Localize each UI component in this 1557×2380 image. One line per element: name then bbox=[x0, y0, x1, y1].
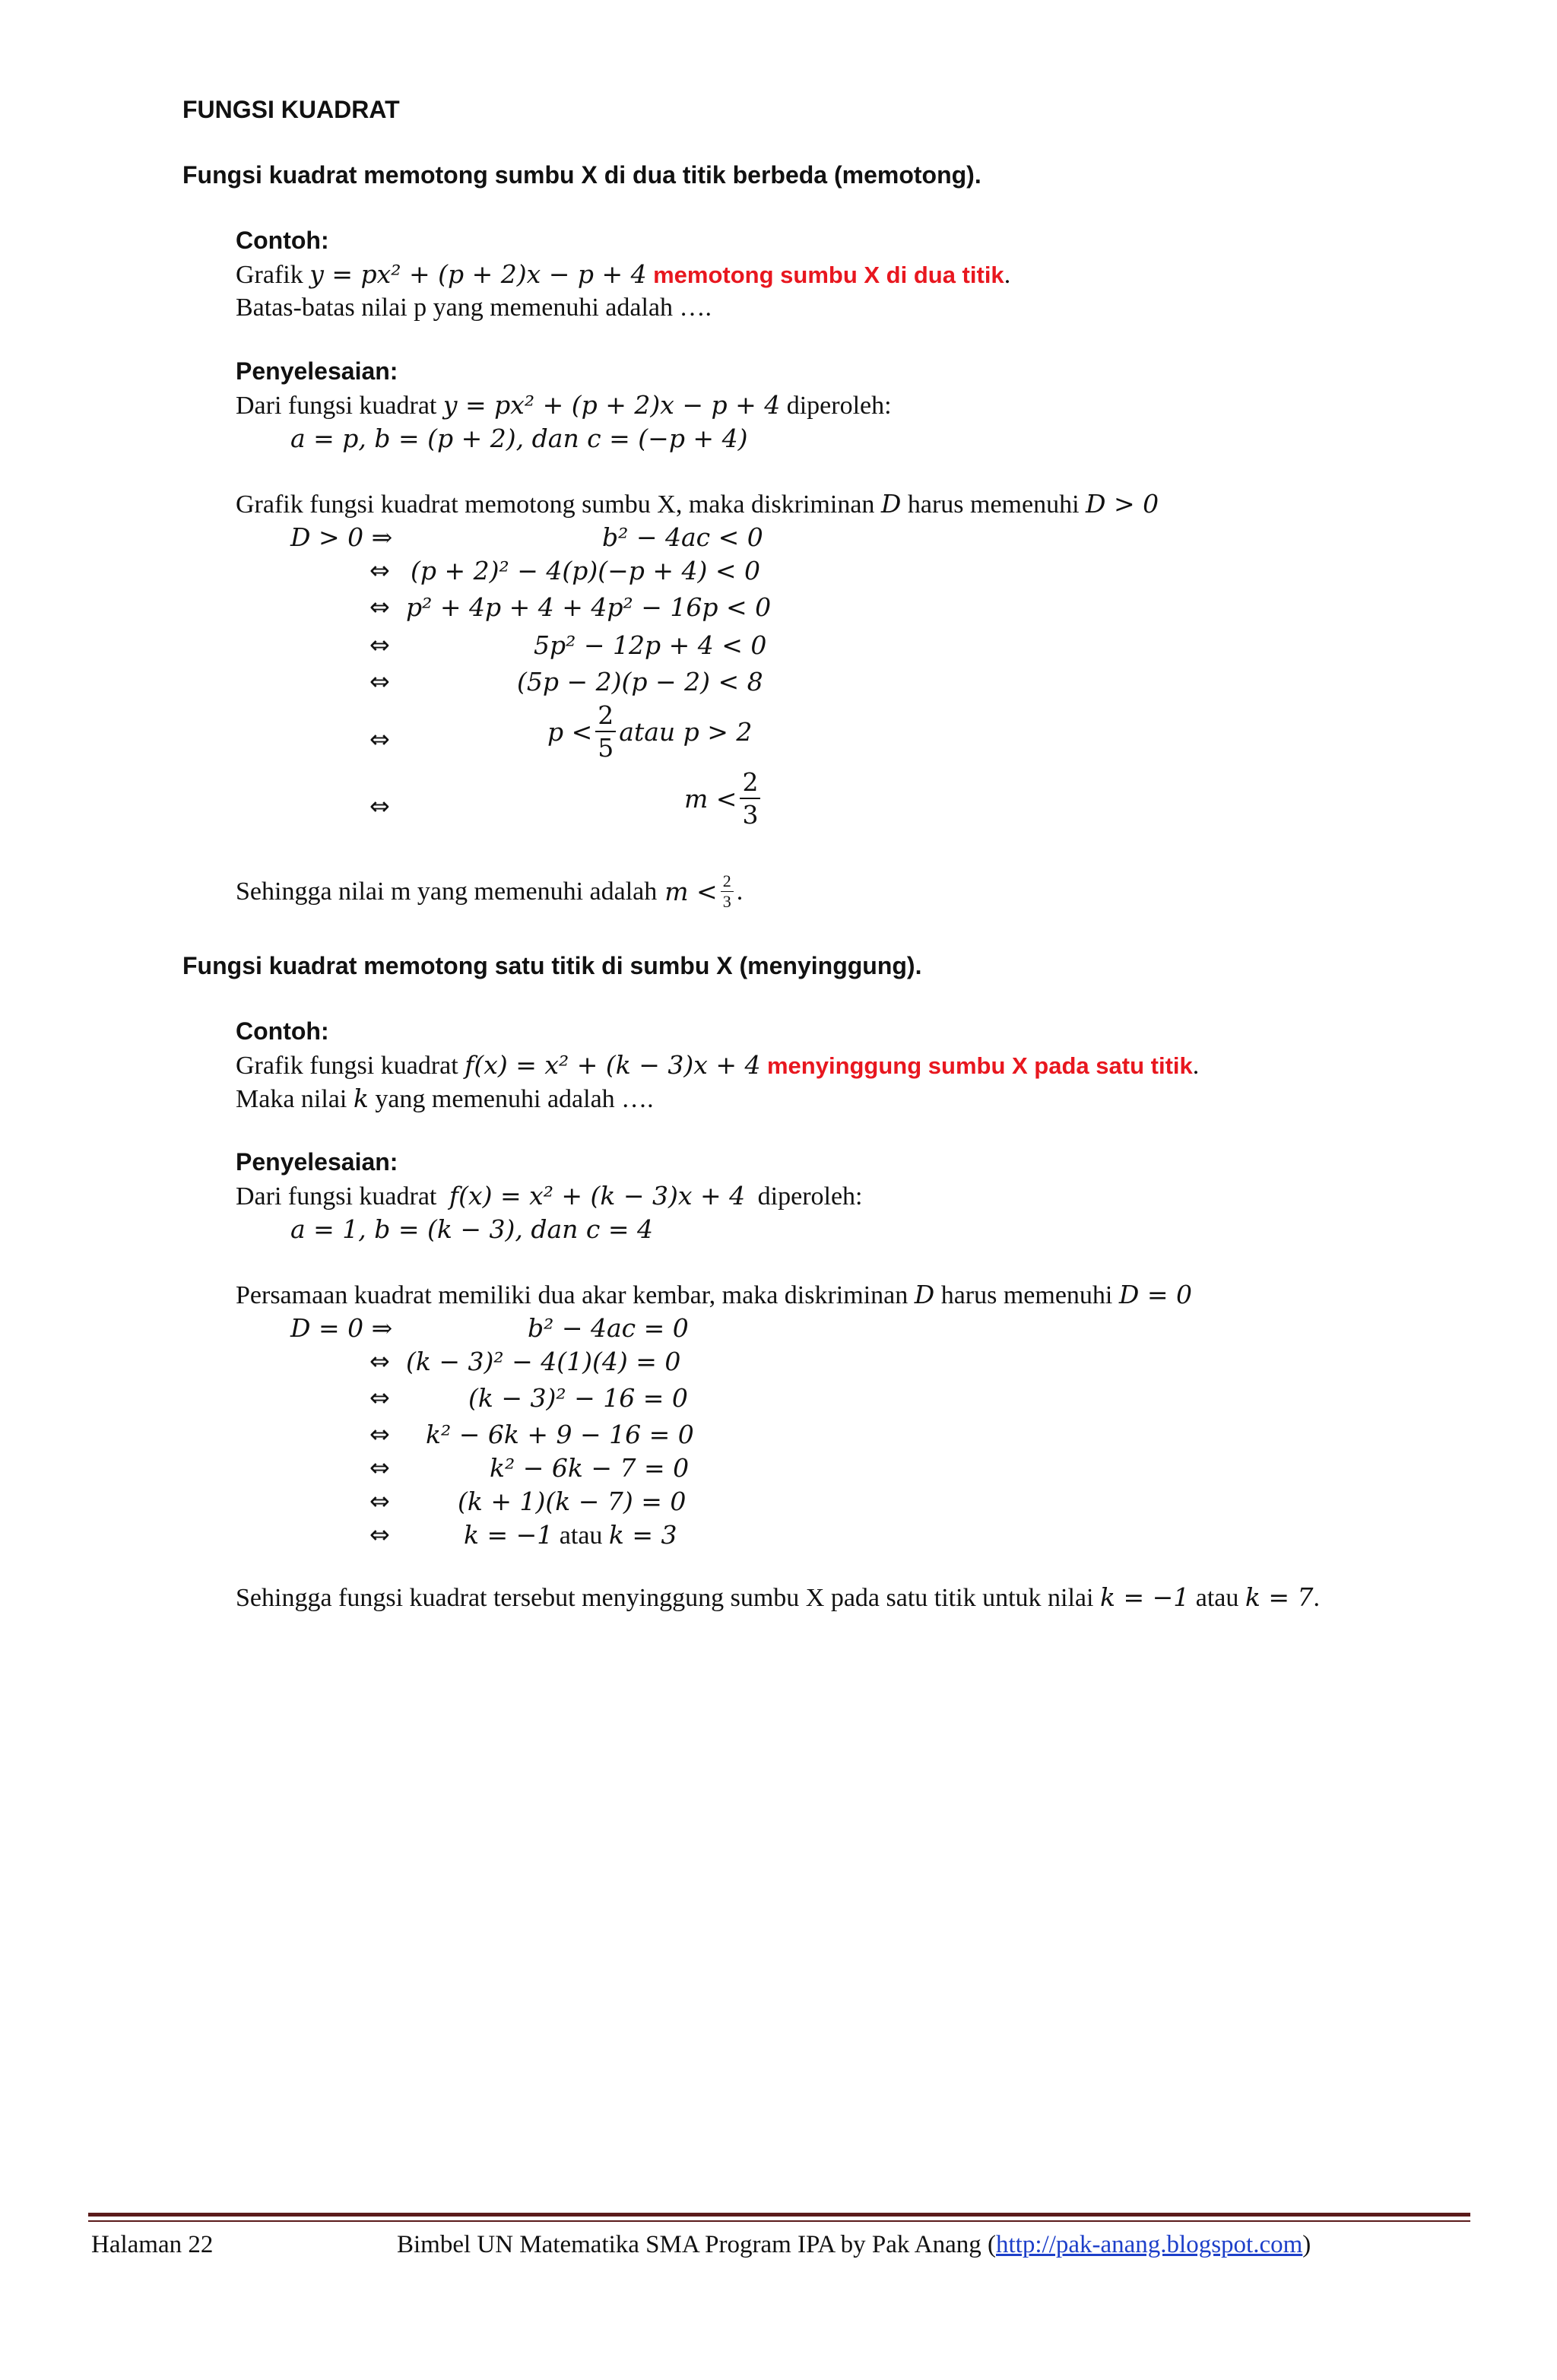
footer-page-number: Halaman 22 bbox=[91, 2231, 214, 2258]
fraction bbox=[595, 700, 616, 763]
section2-dari-eq: f(x) = x² + (k − 3)x + 4 bbox=[449, 1181, 746, 1211]
section2-step-2: (k − 3)² − 16 = 0 bbox=[468, 1383, 688, 1413]
section2-question-prefix: Maka nilai bbox=[236, 1085, 347, 1113]
section2-last-step-b: k = 3 bbox=[608, 1520, 677, 1550]
section2-question-suffix: yang memenuhi adalah …. bbox=[375, 1085, 654, 1113]
denominator: 3 bbox=[742, 800, 759, 830]
section2-last-step-a: k = −1 bbox=[464, 1520, 553, 1550]
equiv-arrow: ⇔ bbox=[369, 1420, 390, 1449]
section1-step0-right: b² − 4ac < 0 bbox=[602, 522, 763, 552]
section1-step-4: (5p − 2)(p − 2) < 8 bbox=[517, 667, 763, 697]
section1-penyelesaian-label: Penyelesaian: bbox=[236, 357, 398, 385]
denominator: 3 bbox=[722, 892, 731, 911]
section2-step-5: (k + 1)(k − 7) = 0 bbox=[458, 1487, 687, 1516]
section2-step0-right: b² − 4ac = 0 bbox=[528, 1313, 689, 1343]
section2-condition-text: Persamaan kuadrat memiliki dua akar kembar, maka diskriminan bbox=[236, 1281, 909, 1309]
section1-step0-left: D > 0 ⇒ bbox=[290, 522, 393, 552]
equiv-arrow: ⇔ bbox=[369, 592, 390, 621]
section1-condition-text: Grafik fungsi kuadrat memotong sumbu X, maka diskriminan bbox=[236, 490, 875, 519]
section1-conclusion-var: m < bbox=[664, 877, 718, 906]
fraction bbox=[721, 873, 734, 910]
equiv-arrow: ⇔ bbox=[369, 1487, 390, 1515]
section1-condition-line bbox=[236, 491, 1159, 518]
section1-grafik-prefix: Grafik bbox=[236, 261, 303, 289]
equiv-arrow: ⇔ bbox=[369, 1347, 390, 1376]
section1-contoh-label: Contoh: bbox=[236, 227, 329, 254]
section1-step-1: (p + 2)² − 4(p)(−p + 4) < 0 bbox=[411, 556, 761, 585]
section1-conclusion bbox=[236, 873, 743, 910]
equiv-arrow: ⇔ bbox=[369, 1383, 390, 1412]
equiv-arrow: ⇔ bbox=[369, 667, 390, 696]
equiv-arrow: ⇔ bbox=[369, 556, 390, 585]
footer-credit bbox=[397, 2232, 1311, 2258]
section2-grafik-prefix: Grafik fungsi kuadrat bbox=[236, 1052, 458, 1080]
section2-dari-line bbox=[236, 1183, 863, 1210]
numerator: 2 bbox=[721, 873, 734, 892]
section1-grafik-end: . bbox=[1004, 261, 1011, 289]
equiv-arrow: ⇔ bbox=[369, 1453, 390, 1482]
section2-step-6 bbox=[464, 1522, 677, 1549]
equiv-arrow: ⇔ bbox=[369, 630, 390, 659]
numerator: 2 bbox=[740, 770, 760, 799]
denominator: 5 bbox=[598, 733, 614, 763]
section1-step-3: 5p² − 12p + 4 < 0 bbox=[534, 630, 767, 660]
section2-contoh-label: Contoh: bbox=[236, 1017, 329, 1045]
section2-condition-D: D bbox=[914, 1280, 935, 1309]
section1-grafik-eq: y = px² + (p + 2)x − p + 4 bbox=[309, 259, 647, 289]
equiv-arrow: ⇔ bbox=[369, 1520, 390, 1549]
section1-frac2-left: m < bbox=[684, 783, 737, 814]
equiv-arrow: ⇔ bbox=[369, 792, 390, 820]
section2-heading: Fungsi kuadrat memotong satu titik di sumbu X (menyinggung). bbox=[182, 952, 922, 979]
section1-conclusion-end: . bbox=[736, 877, 744, 906]
section2-grafik-red: menyinggung sumbu X pada satu titik bbox=[766, 1052, 1193, 1079]
section2-step-4: k² − 6k − 7 = 0 bbox=[490, 1453, 690, 1483]
section2-conclusion bbox=[236, 1582, 1320, 1612]
section1-step-frac2 bbox=[684, 767, 763, 830]
section2-grafik-line bbox=[236, 1052, 1199, 1079]
section1-grafik-red: memotong sumbu X di dua titik bbox=[653, 262, 1004, 288]
section2-step-1: (k − 3)² − 4(1)(4) = 0 bbox=[406, 1347, 681, 1376]
section1-condition-mid: harus memenuhi bbox=[907, 490, 1080, 519]
section1-step-frac1 bbox=[547, 700, 753, 763]
section2-dari-prefix: Dari fungsi kuadrat bbox=[236, 1182, 437, 1211]
section1-heading: Fungsi kuadrat memotong sumbu X di dua titik berbeda (memotong). bbox=[182, 161, 981, 189]
footer-link[interactable]: http://pak-anang.blogspot.com bbox=[996, 2231, 1303, 2258]
section2-condition-eq: D = 0 bbox=[1118, 1280, 1192, 1309]
section1-dari-prefix: Dari fungsi kuadrat bbox=[236, 392, 437, 420]
section2-condition-mid: harus memenuhi bbox=[940, 1281, 1113, 1309]
footer-credit-close: ) bbox=[1302, 2231, 1311, 2258]
footer-divider-thin bbox=[88, 2220, 1470, 2222]
section2-question-var: k bbox=[353, 1084, 369, 1113]
section2-condition-line bbox=[236, 1282, 1192, 1309]
section1-frac1-right: atau p > 2 bbox=[619, 716, 753, 747]
equiv-arrow: ⇔ bbox=[369, 725, 390, 754]
section2-last-step-atau: atau bbox=[559, 1522, 603, 1550]
section2-step-3: k² − 6k + 9 − 16 = 0 bbox=[426, 1420, 694, 1449]
section2-coeffs: a = 1, b = (k − 3), dan c = 4 bbox=[290, 1214, 654, 1244]
section2-step0-left: D = 0 ⇒ bbox=[290, 1313, 393, 1343]
section2-conclusion-b: k = 7 bbox=[1245, 1582, 1314, 1612]
section2-conclusion-end: . bbox=[1313, 1584, 1320, 1612]
section1-frac1-left: p < bbox=[547, 716, 593, 747]
section2-penyelesaian-label: Penyelesaian: bbox=[236, 1148, 398, 1176]
page-title: FUNGSI KUADRAT bbox=[182, 96, 400, 123]
section1-grafik-line bbox=[236, 259, 1011, 289]
section1-dari-line bbox=[236, 392, 892, 419]
section1-conclusion-text: Sehingga nilai m yang memenuhi adalah bbox=[236, 877, 658, 906]
section1-step-2: p² + 4p + 4 + 4p² − 16p < 0 bbox=[406, 592, 772, 622]
section1-condition-eq: D > 0 bbox=[1086, 489, 1159, 519]
section1-dari-suffix: diperoleh: bbox=[786, 392, 892, 420]
footer-credit-text: Bimbel UN Matematika SMA Program IPA by Pak Anang ( bbox=[397, 2231, 997, 2258]
section2-grafik-eq: f(x) = x² + (k − 3)x + 4 bbox=[465, 1050, 761, 1080]
numerator: 2 bbox=[595, 703, 616, 732]
section1-condition-D: D bbox=[880, 489, 902, 519]
section1-dari-eq: y = px² + (p + 2)x − p + 4 bbox=[442, 390, 781, 420]
section1-question: Batas-batas nilai p yang memenuhi adalah …. bbox=[236, 294, 712, 322]
section2-conclusion-a: k = −1 bbox=[1099, 1582, 1190, 1612]
section1-coeffs: a = p, b = (p + 2), dan c = (−p + 4) bbox=[290, 424, 748, 453]
footer-divider bbox=[88, 2213, 1470, 2217]
section2-conclusion-atau: atau bbox=[1195, 1584, 1239, 1612]
section2-conclusion-text: Sehingga fungsi kuadrat tersebut menyinggung sumbu X pada satu titik untuk nilai bbox=[236, 1584, 1094, 1612]
fraction bbox=[740, 767, 760, 830]
section2-grafik-end: . bbox=[1192, 1052, 1200, 1080]
section2-question bbox=[236, 1086, 654, 1112]
section2-dari-suffix: diperoleh: bbox=[757, 1182, 863, 1211]
